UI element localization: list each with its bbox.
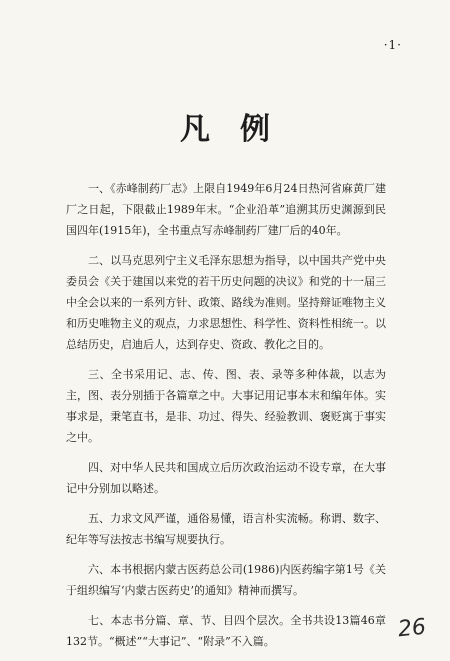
paragraph-4: 四、对中华人民共和国成立后历次政治运动不设专章，在大事记中分别加以略述。 <box>66 461 386 495</box>
paragraph-7: 七、本志书分篇、章、节、目四个层次。全书共设13篇46章132节。“概述”“大事记”、“附录”不入篇。 <box>66 614 386 648</box>
page-number: ·1· <box>383 38 402 52</box>
paragraph-5: 五、力求文风严谨，通俗易懂，语言朴实流畅。称谓、数字、纪年等写法按志书编写规要执行。 <box>66 512 386 546</box>
paragraph-2: 二、以马克思列宁主义毛泽东思想为指导，以中国共产党中央委员会《关于建国以来党的若干历史问题的决议》和党的十一届三中全会以来的一系列方针、政策、路线为准则。坚持辩证唯物主义和历史唯物主义的观点，力求思想性、科学性、资料性相统一。以总结历史，启迪后人，达到存史、资政、教化之目的。 <box>66 254 386 351</box>
page-title: 凡例 <box>180 112 300 147</box>
paragraph-3: 三、全书采用记、志、传、图、表、录等多种体裁，以志为主，图、表分别插于各篇章之中。大事记用记事本末和编年体。实事求是，秉笔直书，是非、功过、得失、经验教训、褒贬寓于事实之中。 <box>66 368 386 444</box>
document-body <box>66 178 386 661</box>
handwritten-page-mark: 26 <box>396 614 428 643</box>
paragraph-1: 一、《赤峰制药厂志》上限自1949年6月24日热河省麻黄厂建厂之日起，下限截止1989年末。“企业沿革”追溯其历史渊源到民国四年(1915年)，全书重点写赤峰制药厂建厂后的40年。 <box>66 182 386 237</box>
paragraph-6: 六、本书根据内蒙古医药总公司(1986)内医药编字第1号《关于组织编写‘内蒙古医药史’的通知》精神而撰写。 <box>66 563 386 597</box>
